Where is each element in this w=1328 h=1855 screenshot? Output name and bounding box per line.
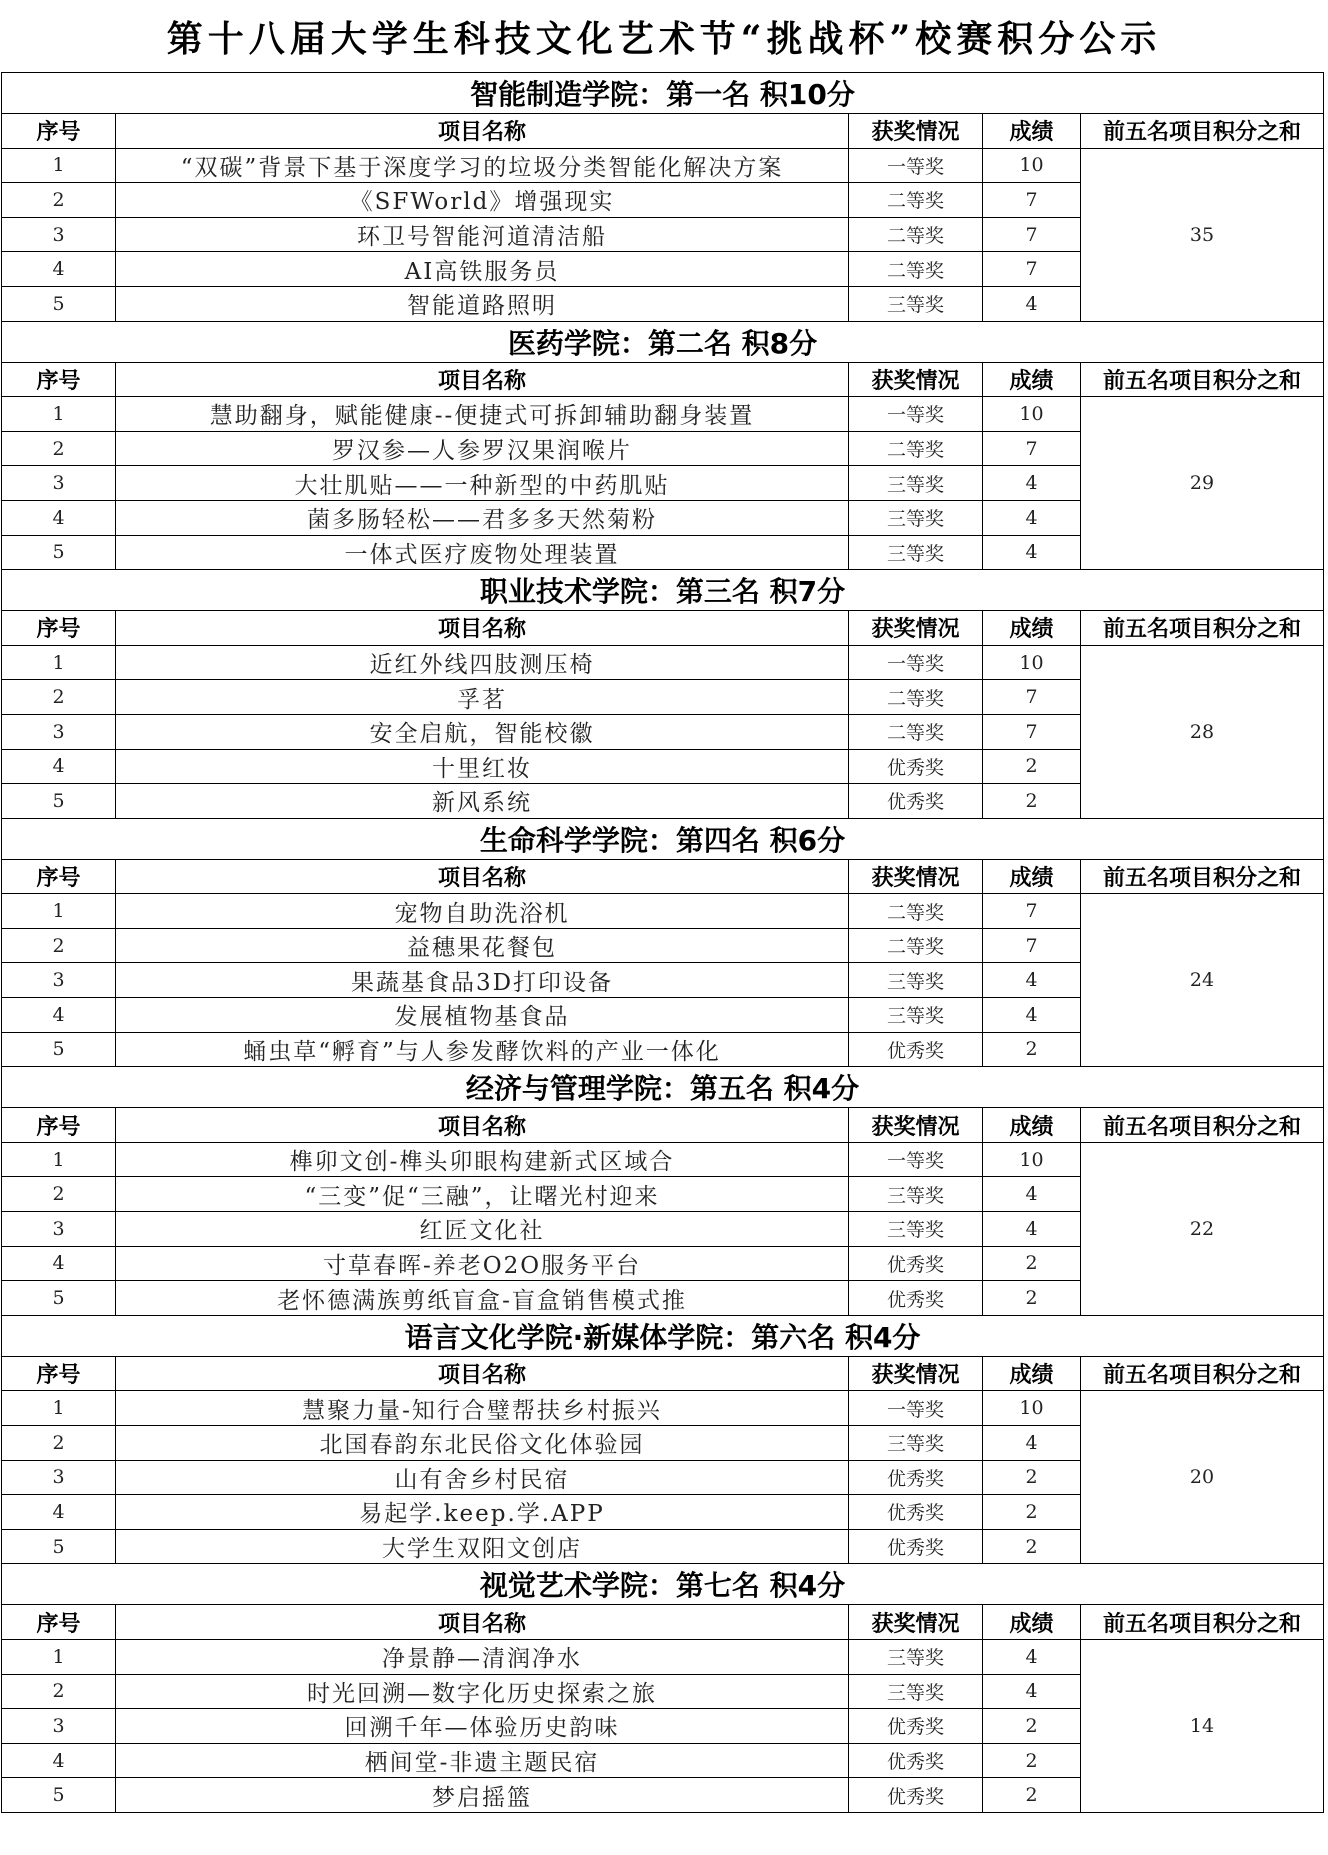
table-row (2, 645, 1324, 680)
award-level: 三等奖 (849, 466, 983, 501)
row-index: 4 (2, 1495, 116, 1530)
award-level: 优秀奖 (849, 749, 983, 784)
row-index: 3 (2, 714, 116, 749)
project-name: 益穗果花餐包 (116, 928, 849, 963)
award-level: 三等奖 (849, 1674, 983, 1709)
score-value: 4 (983, 500, 1081, 535)
row-index: 2 (2, 928, 116, 963)
section-title: 职业技术学院：第三名 积7分 (2, 570, 1324, 611)
award-level: 优秀奖 (849, 1281, 983, 1316)
section-total: 22 (1081, 1142, 1324, 1315)
column-header-score: 成绩 (983, 362, 1081, 397)
section-title-row (2, 1564, 1324, 1605)
section-total: 29 (1081, 397, 1324, 570)
score-value: 2 (983, 1743, 1081, 1778)
score-value: 4 (983, 1674, 1081, 1709)
score-value: 2 (983, 749, 1081, 784)
row-index: 3 (2, 217, 116, 252)
project-name: 山有舍乡村民宿 (116, 1460, 849, 1495)
project-name: 净景静—清润净水 (116, 1639, 849, 1674)
score-value: 10 (983, 1142, 1081, 1177)
column-header-index: 序号 (2, 1356, 116, 1391)
column-header-index: 序号 (2, 114, 116, 149)
project-name: 十里红妆 (116, 749, 849, 784)
award-level: 优秀奖 (849, 1460, 983, 1495)
column-header-award: 获奖情况 (849, 1605, 983, 1640)
award-level: 三等奖 (849, 963, 983, 998)
column-header-award: 获奖情况 (849, 611, 983, 646)
award-level: 优秀奖 (849, 1529, 983, 1564)
header-row (2, 611, 1324, 646)
project-name: 近红外线四肢测压椅 (116, 645, 849, 680)
score-value: 7 (983, 252, 1081, 287)
column-header-project: 项目名称 (116, 114, 849, 149)
score-value: 2 (983, 1495, 1081, 1530)
award-level: 三等奖 (849, 1426, 983, 1461)
score-value: 4 (983, 998, 1081, 1033)
row-index: 4 (2, 1743, 116, 1778)
project-name: 安全启航，智能校徽 (116, 714, 849, 749)
award-level: 二等奖 (849, 680, 983, 715)
score-value: 10 (983, 148, 1081, 183)
award-level: 二等奖 (849, 928, 983, 963)
project-name: 宠物自助洗浴机 (116, 894, 849, 929)
column-header-index: 序号 (2, 1108, 116, 1143)
column-header-score: 成绩 (983, 1108, 1081, 1143)
project-name: “三变”促“三融”，让曙光村迎来 (116, 1177, 849, 1212)
column-header-award: 获奖情况 (849, 1108, 983, 1143)
project-name: 北国春韵东北民俗文化体验园 (116, 1426, 849, 1461)
project-name: AI高铁服务员 (116, 252, 849, 287)
row-index: 5 (2, 535, 116, 570)
award-level: 二等奖 (849, 183, 983, 218)
row-index: 1 (2, 397, 116, 432)
section-title-row (2, 1067, 1324, 1108)
row-index: 5 (2, 1281, 116, 1316)
section-total: 28 (1081, 645, 1324, 818)
row-index: 1 (2, 1391, 116, 1426)
section-title-row (2, 570, 1324, 611)
project-name: 大学生双阳文创店 (116, 1529, 849, 1564)
project-name: 罗汉参—人参罗汉果润喉片 (116, 431, 849, 466)
column-header-project: 项目名称 (116, 362, 849, 397)
column-header-index: 序号 (2, 611, 116, 646)
column-header-total: 前五名项目积分之和 (1081, 859, 1324, 894)
award-level: 三等奖 (849, 1177, 983, 1212)
award-level: 一等奖 (849, 1391, 983, 1426)
project-name: 红匠文化社 (116, 1212, 849, 1247)
section-title: 语言文化学院·新媒体学院：第六名 积4分 (2, 1315, 1324, 1356)
award-level: 二等奖 (849, 431, 983, 466)
score-value: 7 (983, 183, 1081, 218)
score-value: 4 (983, 286, 1081, 321)
score-value: 2 (983, 1460, 1081, 1495)
row-index: 5 (2, 1032, 116, 1067)
project-name: 菌多肠轻松——君多多天然菊粉 (116, 500, 849, 535)
project-name: 回溯千年—体验历史韵味 (116, 1709, 849, 1744)
row-index: 1 (2, 894, 116, 929)
column-header-total: 前五名项目积分之和 (1081, 611, 1324, 646)
score-value: 2 (983, 1281, 1081, 1316)
award-level: 一等奖 (849, 645, 983, 680)
project-name: 栖间堂-非遗主题民宿 (116, 1743, 849, 1778)
header-row (2, 1356, 1324, 1391)
table-row (2, 397, 1324, 432)
score-value: 2 (983, 1246, 1081, 1281)
project-name: 一体式医疗废物处理装置 (116, 535, 849, 570)
project-name: 慧聚力量-知行合璧帮扶乡村振兴 (116, 1391, 849, 1426)
section-title-row (2, 321, 1324, 362)
row-index: 5 (2, 286, 116, 321)
section-title: 视觉艺术学院：第七名 积4分 (2, 1564, 1324, 1605)
award-level: 二等奖 (849, 252, 983, 287)
project-name: 蛹虫草“孵育”与人参发酵饮料的产业一体化 (116, 1032, 849, 1067)
project-name: 慧助翻身，赋能健康--便捷式可拆卸辅助翻身装置 (116, 397, 849, 432)
score-value: 4 (983, 1426, 1081, 1461)
row-index: 2 (2, 1674, 116, 1709)
project-name: 时光回溯—数字化历史探索之旅 (116, 1674, 849, 1709)
score-value: 4 (983, 963, 1081, 998)
row-index: 4 (2, 998, 116, 1033)
score-value: 10 (983, 397, 1081, 432)
row-index: 1 (2, 1639, 116, 1674)
row-index: 1 (2, 645, 116, 680)
column-header-score: 成绩 (983, 611, 1081, 646)
row-index: 2 (2, 1426, 116, 1461)
column-header-index: 序号 (2, 1605, 116, 1640)
project-name: 大壮肌贴——一种新型的中药肌贴 (116, 466, 849, 501)
project-name: 新风系统 (116, 784, 849, 819)
header-row (2, 859, 1324, 894)
column-header-score: 成绩 (983, 1605, 1081, 1640)
award-level: 二等奖 (849, 217, 983, 252)
column-header-award: 获奖情况 (849, 859, 983, 894)
column-header-project: 项目名称 (116, 859, 849, 894)
section-title: 生命科学学院：第四名 积6分 (2, 818, 1324, 859)
row-index: 4 (2, 749, 116, 784)
row-index: 5 (2, 1778, 116, 1813)
column-header-project: 项目名称 (116, 1356, 849, 1391)
row-index: 3 (2, 1460, 116, 1495)
row-index: 2 (2, 1177, 116, 1212)
row-index: 3 (2, 1709, 116, 1744)
score-value: 4 (983, 1212, 1081, 1247)
award-level: 一等奖 (849, 397, 983, 432)
row-index: 4 (2, 1246, 116, 1281)
project-name: 易起学.keep.学.APP (116, 1495, 849, 1530)
award-level: 一等奖 (849, 1142, 983, 1177)
score-value: 4 (983, 466, 1081, 501)
table-row (2, 148, 1324, 183)
award-level: 优秀奖 (849, 1246, 983, 1281)
project-name: 《SFWorld》增强现实 (116, 183, 849, 218)
section-title: 智能制造学院：第一名 积10分 (2, 73, 1324, 114)
header-row (2, 114, 1324, 149)
award-level: 优秀奖 (849, 1709, 983, 1744)
project-name: 榫卯文创-榫头卯眼构建新式区域合 (116, 1142, 849, 1177)
score-value: 4 (983, 1177, 1081, 1212)
project-name: 孚茗 (116, 680, 849, 715)
column-header-project: 项目名称 (116, 611, 849, 646)
award-level: 三等奖 (849, 1212, 983, 1247)
score-value: 2 (983, 784, 1081, 819)
project-name: 智能道路照明 (116, 286, 849, 321)
project-name: 老怀德满族剪纸盲盒-盲盒销售模式推 (116, 1281, 849, 1316)
project-name: 环卫号智能河道清洁船 (116, 217, 849, 252)
column-header-score: 成绩 (983, 114, 1081, 149)
section-title-row (2, 73, 1324, 114)
row-index: 3 (2, 963, 116, 998)
table-row (2, 894, 1324, 929)
row-index: 1 (2, 1142, 116, 1177)
column-header-total: 前五名项目积分之和 (1081, 1356, 1324, 1391)
header-row (2, 362, 1324, 397)
section-title-row (2, 818, 1324, 859)
column-header-project: 项目名称 (116, 1605, 849, 1640)
section-total: 35 (1081, 148, 1324, 321)
award-level: 一等奖 (849, 148, 983, 183)
column-header-score: 成绩 (983, 1356, 1081, 1391)
column-header-index: 序号 (2, 859, 116, 894)
section-title: 医药学院：第二名 积8分 (2, 321, 1324, 362)
score-value: 7 (983, 928, 1081, 963)
section-total: 14 (1081, 1639, 1324, 1812)
section-total: 24 (1081, 894, 1324, 1067)
row-index: 2 (2, 431, 116, 466)
page-title: 第十八届大学生科技文化艺术节“挑战杯”校赛积分公示 (166, 17, 1162, 60)
award-level: 三等奖 (849, 286, 983, 321)
score-value: 2 (983, 1709, 1081, 1744)
award-level: 优秀奖 (849, 784, 983, 819)
score-value: 7 (983, 217, 1081, 252)
row-index: 5 (2, 784, 116, 819)
column-header-index: 序号 (2, 362, 116, 397)
award-level: 优秀奖 (849, 1495, 983, 1530)
award-level: 优秀奖 (849, 1743, 983, 1778)
project-name: 梦启摇篮 (116, 1778, 849, 1813)
row-index: 5 (2, 1529, 116, 1564)
award-level: 二等奖 (849, 894, 983, 929)
row-index: 4 (2, 252, 116, 287)
table-row (2, 1391, 1324, 1426)
row-index: 2 (2, 183, 116, 218)
award-level: 三等奖 (849, 1639, 983, 1674)
column-header-award: 获奖情况 (849, 1356, 983, 1391)
score-value: 2 (983, 1032, 1081, 1067)
column-header-award: 获奖情况 (849, 362, 983, 397)
score-value: 7 (983, 894, 1081, 929)
section-title: 经济与管理学院：第五名 积4分 (2, 1067, 1324, 1108)
project-name: 寸草春晖-养老O2O服务平台 (116, 1246, 849, 1281)
score-value: 7 (983, 431, 1081, 466)
table-row (2, 1639, 1324, 1674)
project-name: 发展植物基食品 (116, 998, 849, 1033)
award-level: 三等奖 (849, 500, 983, 535)
column-header-total: 前五名项目积分之和 (1081, 1108, 1324, 1143)
column-header-project: 项目名称 (116, 1108, 849, 1143)
column-header-total: 前五名项目积分之和 (1081, 362, 1324, 397)
column-header-award: 获奖情况 (849, 114, 983, 149)
column-header-total: 前五名项目积分之和 (1081, 114, 1324, 149)
score-value: 10 (983, 645, 1081, 680)
row-index: 3 (2, 1212, 116, 1247)
header-row (2, 1108, 1324, 1143)
header-row (2, 1605, 1324, 1640)
award-level: 三等奖 (849, 535, 983, 570)
table-row (2, 1142, 1324, 1177)
score-table-body (2, 73, 1324, 1813)
award-level: 优秀奖 (849, 1778, 983, 1813)
award-level: 优秀奖 (849, 1032, 983, 1067)
award-level: 三等奖 (849, 998, 983, 1033)
row-index: 1 (2, 148, 116, 183)
score-table (1, 72, 1324, 1813)
score-value: 4 (983, 535, 1081, 570)
score-value: 2 (983, 1529, 1081, 1564)
score-value: 7 (983, 714, 1081, 749)
row-index: 4 (2, 500, 116, 535)
score-value: 7 (983, 680, 1081, 715)
score-value: 2 (983, 1778, 1081, 1813)
score-value: 4 (983, 1639, 1081, 1674)
section-total: 20 (1081, 1391, 1324, 1564)
project-name: 果蔬基食品3D打印设备 (116, 963, 849, 998)
project-name: “双碳”背景下基于深度学习的垃圾分类智能化解决方案 (116, 148, 849, 183)
score-value: 10 (983, 1391, 1081, 1426)
column-header-total: 前五名项目积分之和 (1081, 1605, 1324, 1640)
section-title-row (2, 1315, 1324, 1356)
award-level: 二等奖 (849, 714, 983, 749)
column-header-score: 成绩 (983, 859, 1081, 894)
row-index: 3 (2, 466, 116, 501)
row-index: 2 (2, 680, 116, 715)
